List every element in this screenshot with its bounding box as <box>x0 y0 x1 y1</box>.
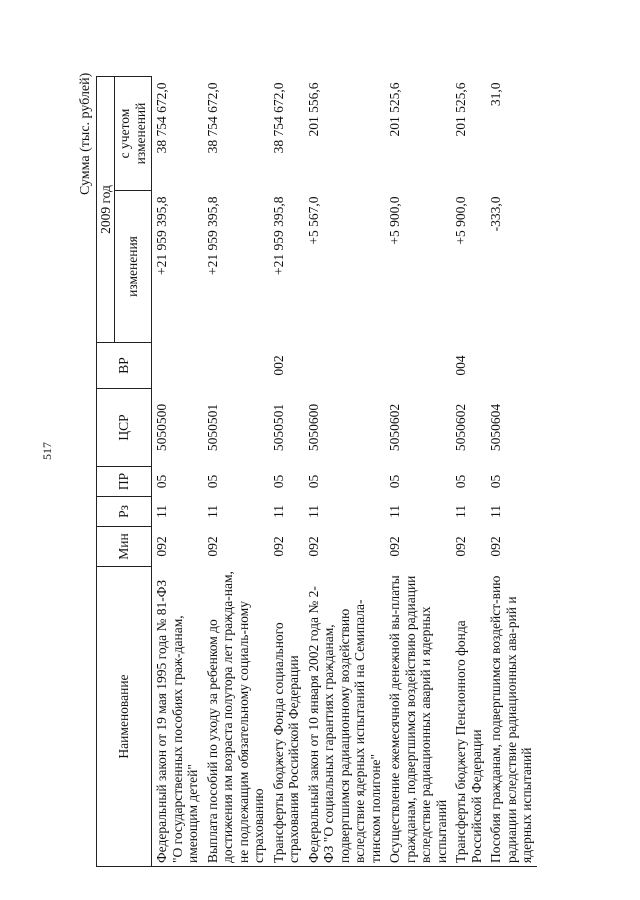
row-name-cell: Выплата пособий по уходу за ребенком до достижения им возраста полутора лет гражда-нам, не подлежащим обязательному социаль-ному страхованию <box>203 567 269 867</box>
table-body <box>152 77 537 867</box>
row-min-cell: 092 <box>270 536 286 557</box>
table-row <box>304 77 386 867</box>
header-with-changes: с учетом изменений <box>115 77 152 191</box>
row-rz-cell: 11 <box>270 505 286 518</box>
table-row <box>269 77 304 867</box>
row-change-cell: +5 567,0 <box>305 196 321 245</box>
row-name-cell: Пособия гражданам, подвергшимся воздейст-вию радиации вследствие радиационных ава-рий и ядерных испытаний <box>486 567 537 867</box>
header-pr: ПР <box>97 467 152 497</box>
row-csr-cell: 5050604 <box>488 403 503 452</box>
row-total-cell: 38 754 672,0 <box>204 82 220 154</box>
header-year: 2009 год <box>97 77 115 343</box>
row-pr-cell: 05 <box>305 474 321 489</box>
row-total-cell: 201 525,6 <box>453 82 468 137</box>
row-csr-cell: 5050501 <box>204 403 220 452</box>
row-vr-cell <box>152 343 203 389</box>
header-csr: ЦСР <box>97 389 152 467</box>
table-row <box>451 77 486 867</box>
page-number: 517 <box>40 442 54 460</box>
row-name-cell: Федеральный закон от 10 января 2002 года № 2-ФЗ "О социальных гарантиях гражданам, подвергшимся радиационному воздействию вследствие ядерных испытаний на Семипала-тинском полигоне" <box>304 567 386 867</box>
row-total-cell: 201 525,6 <box>387 82 402 137</box>
row-change-cell: +5 900,0 <box>387 196 402 245</box>
row-csr-cell: 5050501 <box>270 403 286 452</box>
row-name-cell: Осуществление ежемесячной денежной вы-платы гражданам, подвергшимся воздействию радиации вследствие радиационных аварий и ядерных испытаний <box>385 567 451 867</box>
row-total-cell: 201 556,6 <box>305 82 321 137</box>
row-name-cell: Трансферты бюджету Пенсионного фонда Российской Федерации <box>451 567 486 867</box>
row-vr-cell <box>304 343 386 389</box>
table-row <box>385 77 451 867</box>
row-vr-cell <box>486 343 537 389</box>
row-change-cell: +5 900,0 <box>453 196 468 245</box>
row-change-cell: +21 959 395,8 <box>270 196 286 275</box>
row-name-cell: Федеральный закон от 19 мая 1995 года № 81-ФЗ "О государственных пособиях граж-данам, имеющим детей" <box>152 567 203 867</box>
header-min: Мин <box>97 527 152 567</box>
row-pr-cell: 05 <box>270 474 286 489</box>
row-csr-cell: 5050600 <box>305 403 321 452</box>
row-rz-cell: 11 <box>387 505 402 518</box>
row-vr-cell <box>203 343 269 389</box>
units-label: Сумма (тыс. рублей) <box>78 72 93 195</box>
row-rz-cell: 11 <box>305 505 321 518</box>
row-min-cell: 092 <box>488 536 503 557</box>
row-name-cell: Трансферты бюджету Фонда социального страхования Российской Федерации <box>269 567 304 867</box>
row-min-cell: 092 <box>154 536 169 557</box>
row-min-cell: 092 <box>387 536 402 557</box>
table-row <box>486 77 537 867</box>
row-pr-cell: 05 <box>204 474 220 489</box>
row-csr-cell: 5050602 <box>387 403 402 452</box>
row-pr-cell: 05 <box>154 474 169 489</box>
table-row <box>203 77 269 867</box>
row-total-cell: 38 754 672,0 <box>270 82 286 154</box>
row-change-cell: +21 959 395,8 <box>204 196 220 275</box>
header-rz: Рз <box>97 497 152 527</box>
budget-table <box>96 76 537 867</box>
row-csr-cell: 5050602 <box>453 403 468 452</box>
row-total-cell: 38 754 672,0 <box>154 82 169 154</box>
row-pr-cell: 05 <box>387 474 402 489</box>
row-vr-cell <box>385 343 451 389</box>
row-rz-cell: 11 <box>154 505 169 518</box>
header-vr: ВР <box>97 343 152 389</box>
row-rz-cell: 11 <box>453 505 468 518</box>
table-row <box>152 77 203 867</box>
row-min-cell: 092 <box>305 536 321 557</box>
row-change-cell: +21 959 395,8 <box>154 196 169 275</box>
row-min-cell: 092 <box>204 536 220 557</box>
header-name: Наименование <box>97 567 152 867</box>
row-pr-cell: 05 <box>488 474 503 489</box>
header-changes: изменения <box>115 191 152 343</box>
row-vr-cell: 004 <box>453 355 468 376</box>
row-csr-cell: 5050500 <box>154 403 169 452</box>
row-total-cell: 31,0 <box>488 82 503 107</box>
row-min-cell: 092 <box>453 536 468 557</box>
row-vr-cell: 002 <box>270 355 286 376</box>
row-rz-cell: 11 <box>204 505 220 518</box>
row-rz-cell: 11 <box>488 505 503 518</box>
row-pr-cell: 05 <box>453 474 468 489</box>
row-change-cell: -333,0 <box>488 196 503 232</box>
